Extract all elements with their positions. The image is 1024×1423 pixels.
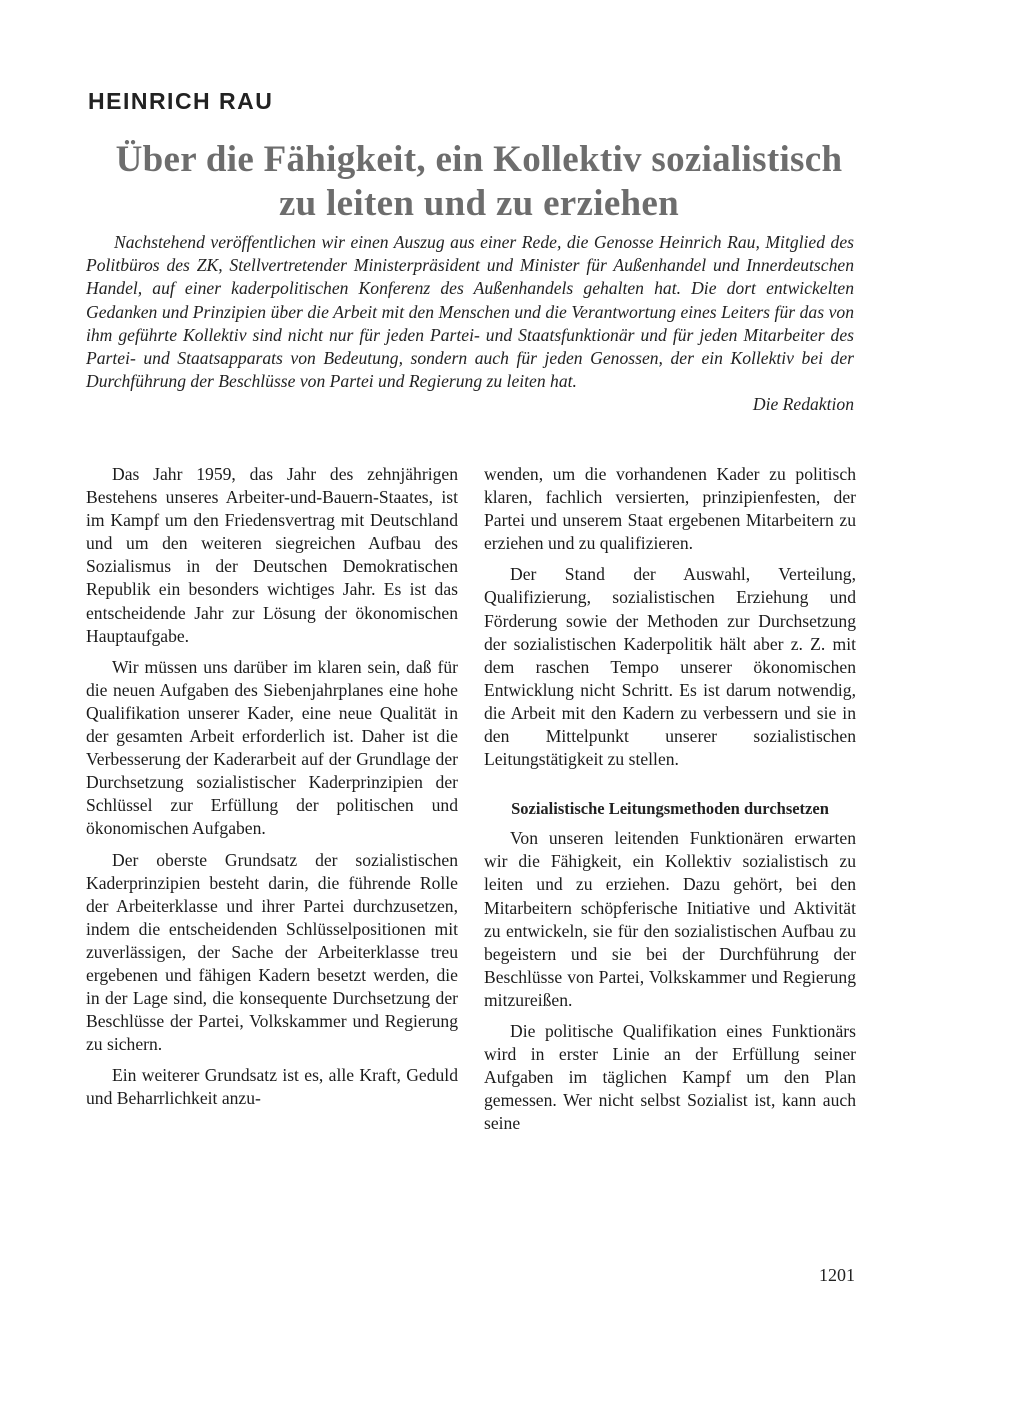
editorial-signature: Die Redaktion <box>752 394 854 415</box>
section-heading: Sozialistische Leitungsmethoden durchsetzen <box>511 799 829 819</box>
title-line-2: zu leiten und zu erziehen <box>278 183 680 224</box>
right-paragraph-3: Von unseren leitenden Funktionären erwarten wir die Fähigkeit, ein Kollektiv sozialistisch zu leiten und zu erziehen. Dazu gehört, bei den Mitarbeitern schöpferische Initiative und Aktivität zu entwickeln, sie für den sozialistischen Aufbau zu begeistern und sie bei der Durchführung der Beschlüsse von Partei, Volkskammer und Regierung mitzureißen. <box>484 828 856 1010</box>
editorial-intro <box>86 231 854 417</box>
title-line-1: Über die Fähigkeit, ein Kollektiv sozialistisch <box>115 139 843 180</box>
page-number: 1201 <box>819 1265 855 1285</box>
intro-text: Nachstehend veröffentlichen wir einen Auszug aus einer Rede, die Genosse Heinrich Rau, Mitglied des Politbüros des ZK, Stellvertretender Ministerpräsident und Minister für Außenhandel und Innerdeutschen Handel, auf einer kaderpolitischen Konferenz des Außenhandels gehalten hat. Die dort entwickelten Gedanken und Prinzipien über die Arbeit mit den Menschen und die Verantwortung eines Leiters für das von ihm geführte Kollektiv sind nicht nur für jeden Partei- und Staatsfunktionär und für jeden Mitarbeiter des Partei- und Staatsapparats von Bedeutung, sondern auch für jeden Genossen, der ein Kollektiv bei der Durchführung der Beschlüsse von Partei und Regierung zu leiten hat. <box>86 232 854 392</box>
left-paragraph-4: Ein weiterer Grundsatz ist es, alle Kraft, Geduld und Beharrlichkeit anzu- <box>86 1065 458 1109</box>
right-column <box>484 463 856 1143</box>
left-paragraph-1: Das Jahr 1959, das Jahr des zehnjährigen Bestehens unseres Arbeiter-und-Bauern-Staates, ist im Kampf um den Friedensvertrag mit Deutschland und um den weiteren siegreichen Aufbau des Sozialismus in der Deutschen Demokratischen Republik ein besonders wichtiges Jahr. Es ist das entscheidende Jahr zur Lösung der ökonomischen Hauptaufgabe. <box>86 464 458 646</box>
left-paragraph-2: Wir müssen uns darüber im klaren sein, daß für die neuen Aufgaben des Siebenjahrplanes eine hohe Qualifikation unserer Kader, eine neue Qualität in der gesamten Arbeit erforderlich ist. Daher ist die Verbesserung der Kaderarbeit auf der Grundlage der Durchsetzung sozialistischer Kaderprinzipien der Schlüssel zur Erfüllung der politischen und ökonomischen Aufgaben. <box>86 656 458 839</box>
left-paragraph-3: Der oberste Grundsatz der sozialistischen Kaderprinzipien besteht darin, die führende Rolle der Arbeiterklasse und ihrer Partei durchzusetzen, indem die entscheidenden Schlüsselpositionen mit zuverlässigen, der Sache der Arbeiterklasse treu ergebenen und fähigen Kadern besetzt werden, die in der Lage sind, die konsequente Durchsetzung der Beschlüsse der Partei, Volkskammer und Regierung zu sichern. <box>86 849 458 1055</box>
right-paragraph-4: Die politische Qualifikation eines Funktionärs wird in erster Linie an der Erfüllung seiner Aufgaben im täglichen Kampf um den Plan gemessen. Wer nicht selbst Sozialist ist, kann auch seine <box>484 1020 856 1134</box>
article-title <box>80 138 878 226</box>
left-column <box>86 463 458 1119</box>
right-paragraph-1: wenden, um die vorhandenen Kader zu politisch klaren, fachlich versierten, prinzipienfesten, der Partei und unserem Staat ergebenen Mitarbeitern zu erziehen und zu qualifizieren. <box>484 464 856 554</box>
author-name: HEINRICH RAU <box>88 88 274 114</box>
right-paragraph-2: Der Stand der Auswahl, Verteilung, Qualifizierung, sozialistischen Erziehung und Förderung sowie der Methoden zur Durchsetzung der sozialistischen Kaderpolitik hält aber z. Z. mit dem raschen Tempo unserer ökonomischen Entwicklung nicht Schritt. Es ist darum notwendig, die Arbeit mit den Kadern zu verbessern und sie in den Mittelpunkt unserer sozialistischen Leitungstätigkeit zu stellen. <box>484 564 856 770</box>
